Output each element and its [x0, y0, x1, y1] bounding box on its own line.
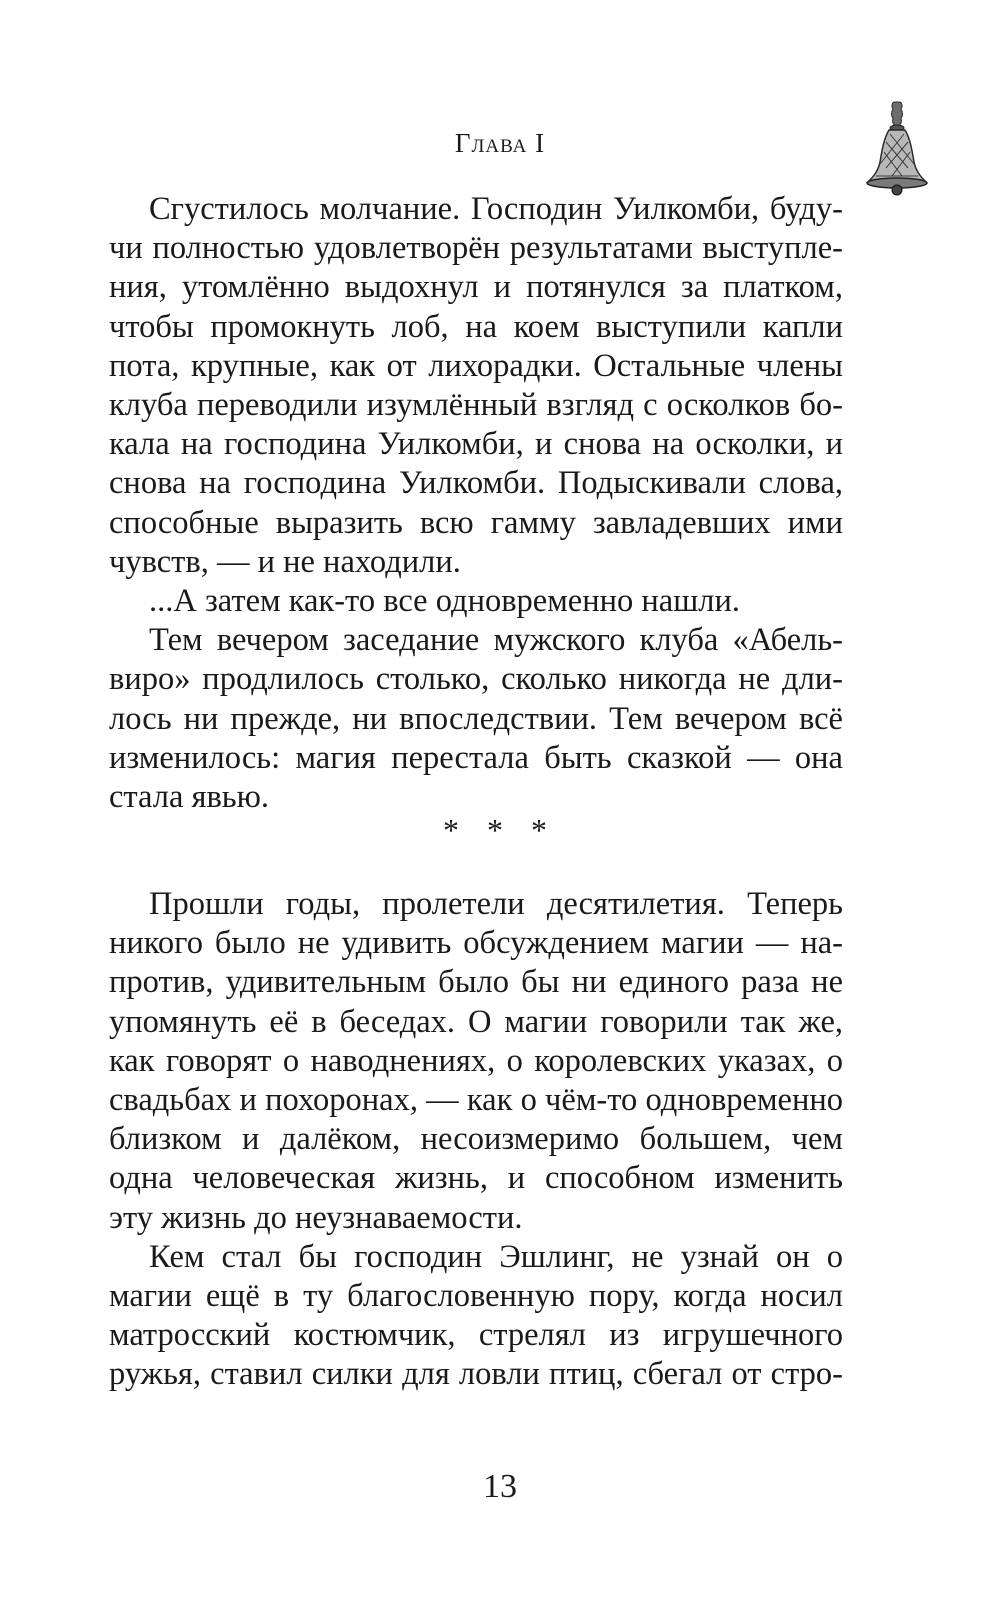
text-line: близком и далёком, несоизмеримо большем, чем — [109, 1121, 843, 1158]
text-line: лось ни прежде, ни впоследствии. Тем вечером всё — [109, 700, 843, 737]
text-line: чувств, — и не находили. — [109, 543, 461, 580]
text-line: ...А затем как-то все одновременно нашли. — [149, 583, 740, 620]
page-number: 13 — [483, 1468, 517, 1505]
bell-icon — [862, 98, 932, 198]
text-line: чтобы промокнуть лоб, на коем выступили капли — [109, 308, 843, 345]
text-line: Тем вечером заседание мужского клуба «Абель- — [149, 622, 843, 659]
text-line: Кем стал бы господин Эшлинг, не узнай он о — [149, 1238, 843, 1275]
text-line: свадьбах и похоронах, — как о чём-то одновременно — [109, 1082, 843, 1119]
text-line: снова на господина Уилкомби. Подыскивали слова, — [109, 465, 843, 502]
text-block-2 — [109, 885, 843, 1395]
text-line: упомянуть её в беседах. О магии говорили так же, — [109, 1003, 843, 1040]
text-line: чи полностью удовлетворён результатами выступле- — [109, 230, 843, 267]
text-line: изменилось: магия перестала быть сказкой — она — [109, 739, 843, 776]
text-line: эту жизнь до неузнаваемости. — [109, 1199, 523, 1236]
text-line: магии ещё в ту благословенную пору, когда носил — [109, 1278, 843, 1315]
text-line: одна человеческая жизнь, и способном изменить — [109, 1160, 843, 1197]
text-line: как говорят о наводнениях, о королевских указах, о — [109, 1042, 843, 1079]
text-line: виро» продлилось столько, сколько никогда не дли- — [109, 661, 843, 698]
section-separator: * * * — [443, 812, 557, 848]
text-line: способные выразить всю гамму завладевших ими — [109, 504, 843, 541]
text-line: пота, крупные, как от лихорадки. Остальные члены — [109, 347, 843, 384]
text-line: против, удивительным было бы ни единого раза не — [109, 964, 843, 1001]
text-line: стала явью. — [109, 779, 270, 816]
text-line: Прошли годы, пролетели десятилетия. Теперь — [149, 886, 843, 922]
text-line: Сгустилось молчание. Господин Уилкомби, буду- — [149, 191, 843, 227]
text-line: ружья, ставил силки для ловли птиц, сбегал от стро- — [109, 1356, 843, 1393]
text-line: ния, утомлённо выдохнул и потянулся за платком, — [109, 269, 843, 306]
text-line: кала на господина Уилкомби, и снова на осколки, и — [109, 426, 843, 463]
text-block-1 — [109, 190, 843, 817]
text-line: матросский костюмчик, стрелял из игрушечного — [109, 1317, 843, 1354]
text-line: никого было не удивить обсуждением магии — на- — [109, 925, 843, 962]
text-line: клуба переводили изумлённый взгляд с осколков бо- — [109, 387, 843, 424]
chapter-title: Глава I — [454, 128, 546, 158]
